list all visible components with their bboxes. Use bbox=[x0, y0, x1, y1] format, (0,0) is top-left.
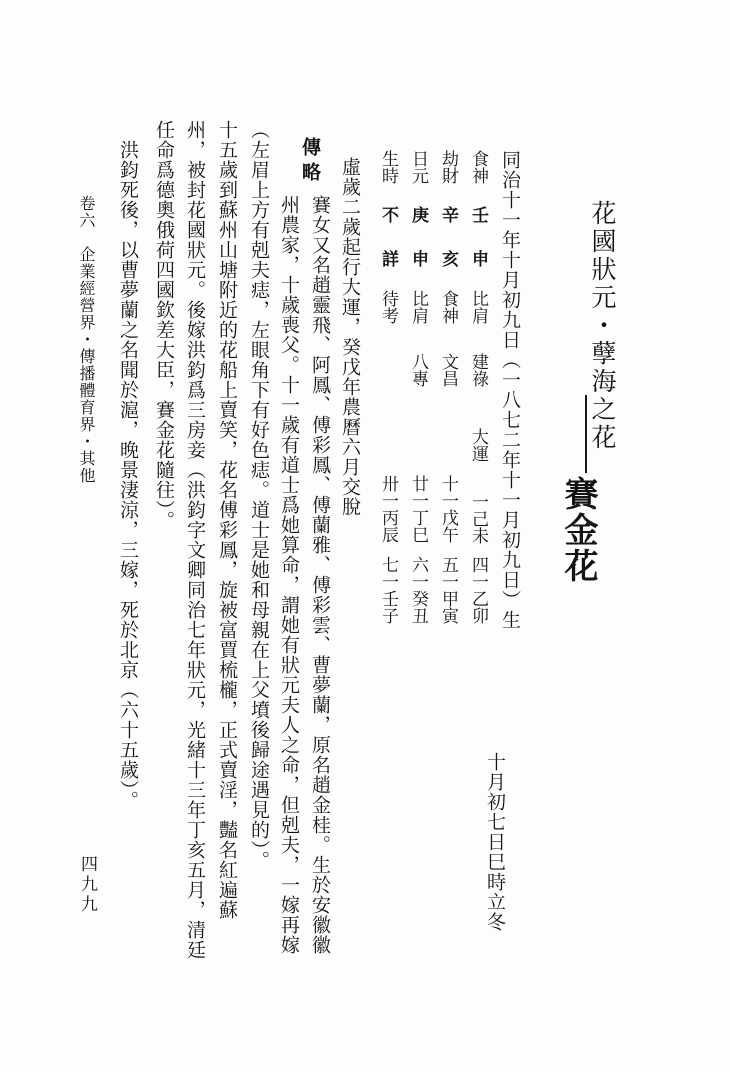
biography-line: 賽女又名趙靈飛、阿鳳、傅彩鳳、傅蘭雅、傅彩雲、曹夢蘭，原名趙金桂。生於安徽徽 bbox=[309, 195, 331, 955]
bazi-extra: 建祿 bbox=[468, 353, 488, 387]
dayun-top: 十一戊午 bbox=[438, 475, 458, 543]
bazi-stem: 庚 bbox=[408, 206, 428, 223]
bazi-god: 待考 bbox=[378, 290, 398, 324]
solar-term-note: 十月初七日巳時立冬 bbox=[484, 752, 506, 932]
title-dash bbox=[585, 395, 587, 473]
biography-line: 任命爲德奧俄荷四國欽差大臣，賽金花隨往）。 bbox=[153, 120, 175, 531]
birth-date-line: 同治十一年十月初九日（一八七二年十一月初九日）生 bbox=[499, 150, 521, 630]
biography-heading: 傳略 bbox=[299, 137, 321, 187]
dayun-bottom: 六一癸丑 bbox=[408, 556, 428, 624]
bazi-stem: 不 bbox=[378, 206, 398, 223]
bazi-extra: 文昌 bbox=[438, 353, 458, 387]
biography-line: 州農家，十歲喪父。十一歲有道士爲她算命，謂她有狀元夫人之命，但剋夫，一嫁再嫁 bbox=[278, 195, 300, 955]
bazi-god: 比肩 bbox=[468, 290, 488, 324]
bazi-role: 食神 bbox=[468, 150, 488, 184]
subject-name: 賽金花 bbox=[558, 476, 598, 584]
dayun-label: 大運 bbox=[468, 428, 488, 462]
page-title: 花國狀元・孽海之花 bbox=[588, 200, 617, 452]
bazi-branch: 詳 bbox=[378, 250, 398, 267]
biography-line: 州，被封花國狀元。後嫁洪鈞爲三房妾（洪鈞字文卿同治七年狀元，光緒十三年丁亥五月，清廷 bbox=[184, 120, 206, 960]
bazi-branch: 申 bbox=[468, 250, 488, 267]
dayun-bottom: 五一甲寅 bbox=[438, 556, 458, 624]
biography-line: （左眉上方有剋夫痣，左眼角下有好色痣。道士是她和母親在上父墳後歸途遇見的）。 bbox=[248, 120, 270, 871]
dayun-bottom: 四一乙卯 bbox=[468, 556, 488, 624]
biography-line: 十五歲到蘇州山塘附近的花船上賣笑，花名傅彩鳳，旋被富賈梳櫳，正式賣淫，豔名紅遍蘇 bbox=[216, 120, 238, 920]
start-luck-line: 虛歲二歲起行大運，癸戊年農曆六月交脫 bbox=[339, 157, 361, 517]
bazi-stem: 壬 bbox=[468, 206, 488, 223]
bazi-role: 日元 bbox=[408, 150, 428, 184]
bazi-extra: 八專 bbox=[408, 353, 428, 387]
bazi-role: 生時 bbox=[378, 150, 398, 184]
bazi-branch: 亥 bbox=[438, 250, 458, 267]
biography-line: 洪鈞死後，以曹夢蘭之名聞於滬，晚景淒涼，三嫁，死於北京（六十五歲）。 bbox=[117, 140, 139, 811]
dayun-top: 卅一丙辰 bbox=[378, 475, 398, 543]
section-footer: 卷六 企業經營界・傳播體育界・其他 bbox=[77, 195, 96, 484]
page-number: 四九九 bbox=[77, 855, 97, 915]
bazi-god: 食神 bbox=[438, 290, 458, 324]
dayun-top: 廿一丁巳 bbox=[408, 475, 428, 543]
bazi-role: 劫財 bbox=[438, 150, 458, 184]
dayun-top: 一己未 bbox=[468, 493, 488, 544]
bazi-stem: 辛 bbox=[438, 206, 458, 223]
dayun-bottom: 七一壬子 bbox=[378, 556, 398, 624]
bazi-god: 比肩 bbox=[408, 290, 428, 324]
bazi-branch: 申 bbox=[408, 250, 428, 267]
